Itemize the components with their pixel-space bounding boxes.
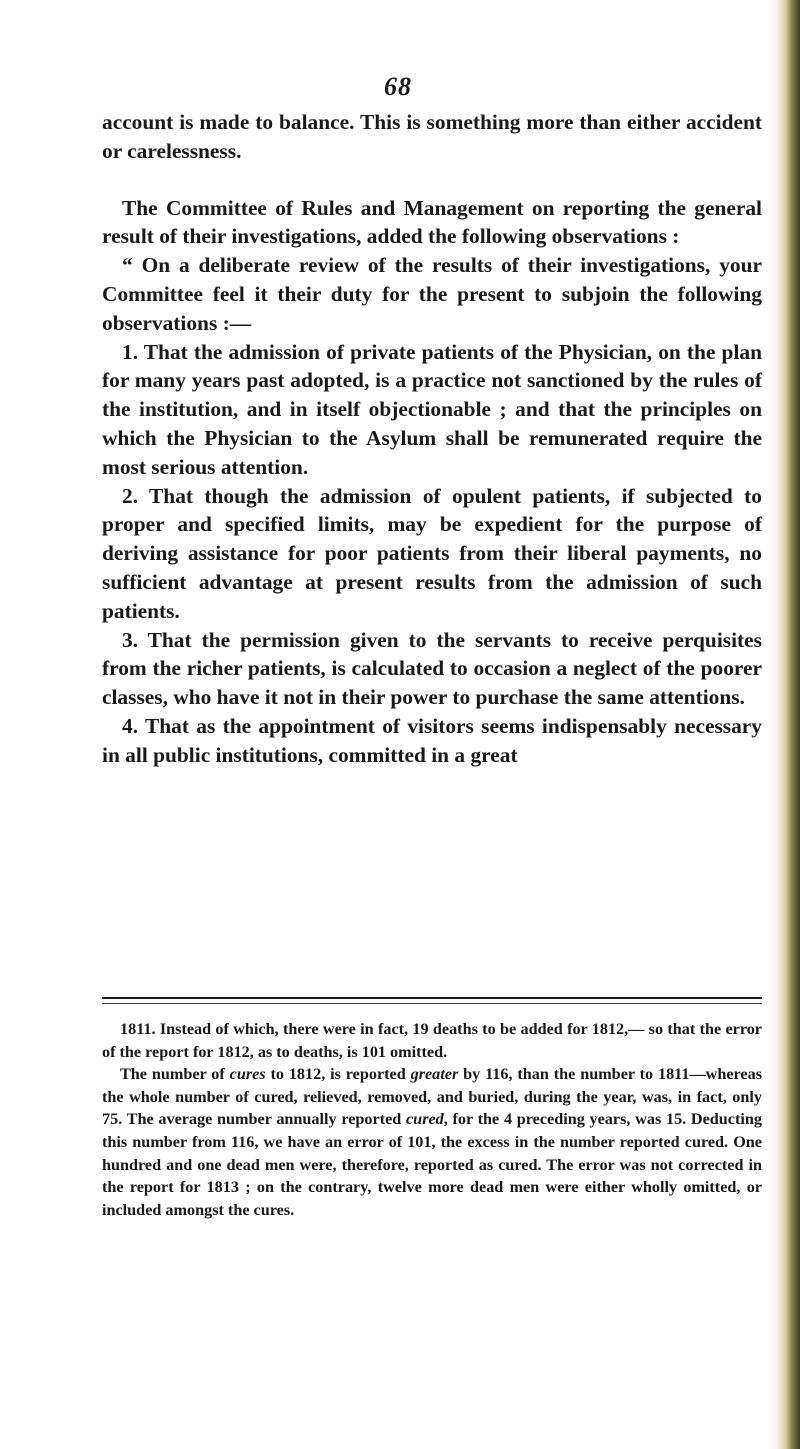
footnote-paragraph-1: 1811. Instead of which, there were in fact, 19 deaths to be added for 1812,— so that the error of the report for 1812, as to deaths, is 101 omitted. [102, 1020, 762, 1061]
observation-2: 2. That though the admission of opulent patients, if subjected to proper and specified limits, may be expedient for the purpose of deriving assistance for poor patients from their liberal payments, no sufficient advantage at present results from the admission of such patients. [102, 483, 762, 623]
footnote-text: , for the 4 preceding years, was 15. Deducting this number from 116, we have an error of 101, the excess in the number reported cured. One hundred and one dead men were, therefore, reported as cured. The error was not corrected in the report for 1813 ; on the contrary, twelve more dead men were either wholly omitted, or included amongst the cures. [102, 1110, 762, 1219]
footnote-emphasis: cured [406, 1110, 444, 1129]
footnote-emphasis: greater [410, 1065, 459, 1084]
paragraph-committee: The Committee of Rules and Management on reporting the general result of their investigations, added the following observations : [102, 195, 762, 249]
observation-1: 1. That the admission of private patients of the Physician, on the plan for many years past adopted, is a practice not sanctioned by the rules of the institution, and in itself objectionable ; and that the principles on which the Physician to the Asylum shall be remunerated require the most serious attention. [102, 339, 762, 479]
footnote-emphasis: cures [229, 1065, 266, 1084]
footnote-divider-thin [102, 1003, 762, 1004]
page-edge-shadow [770, 0, 778, 1449]
observation-3: 3. That the permission given to the servants to receive perquisites from the richer patients, is calculated to occasion a neglect of the poorer classes, who have it not in their power to purchase the same attentions. [102, 627, 762, 710]
footnote-divider [102, 997, 762, 999]
footnote-paragraph-2 [102, 1063, 762, 1221]
footnote-text: The number of [120, 1065, 230, 1084]
footnote [102, 1018, 762, 1221]
footnote-text: by 116, than the number to 1811—whereas the whole number of cured, relieved, removed, and buried, during the year, was, in fact, only 75. The average number annually reported [102, 1065, 763, 1129]
binding-gutter [778, 0, 800, 1449]
page-number: 68 [384, 72, 412, 101]
main-text [102, 108, 762, 770]
observation-4: 4. That as the appointment of visitors seems indispensably necessary in all public institutions, committed in a great [102, 713, 762, 767]
paragraph-carryover: account is made to balance. This is something more than either accident or carelessness. [102, 110, 762, 163]
paragraph-quote-intro: “ On a deliberate review of the results of their investigations, your Committee feel it their duty for the present to subjoin the following observations :— [102, 253, 762, 335]
footnote-text: to 1812, is reported [265, 1065, 411, 1084]
